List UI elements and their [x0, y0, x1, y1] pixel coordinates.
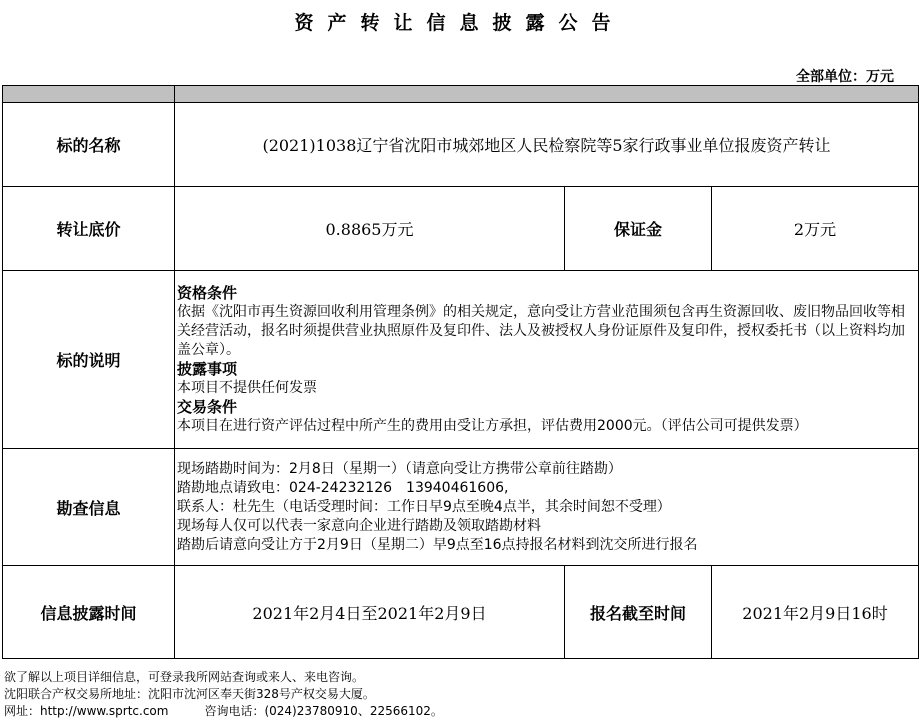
row-name [3, 103, 919, 187]
period-value: 2021年2月4日至2021年2月9日 [175, 566, 565, 659]
footer-line: 沈阳联合产权交易所地址：沈阳市沈河区奉天街328号产权交易大厦。 [4, 687, 375, 701]
deadline-value: 2021年2月9日16时 [712, 566, 919, 659]
survey-line: 联系人：杜先生（电话受理时间：工作日早9点至晚4点半，其余时间恕不受理） [177, 498, 671, 515]
page-title: 资产转让信息披露公告 [294, 12, 625, 34]
survey-line: 踏勘地点请致电：024-24232126 13940461606, [177, 479, 509, 496]
price-value: 0.8865万元 [175, 187, 565, 271]
footer [4, 669, 443, 720]
deadline-label: 报名截至时间 [565, 566, 712, 659]
header-cell [175, 86, 919, 103]
disclosure-text: 本项目不提供任何发票 [177, 379, 317, 396]
row-description [3, 271, 919, 449]
footer-line: 欲了解以上项目详细信息，可登录我所网站查询或来人、来电咨询。 [4, 670, 365, 684]
row-survey [3, 449, 919, 566]
survey-label: 勘查信息 [3, 449, 175, 566]
info-table [2, 85, 919, 659]
price-label: 转让底价 [3, 187, 175, 271]
trade-conditions-text: 本项目在进行资产评估过程中所产生的费用由受让方承担，评估费用2000元。（评估公司可提供发票） [177, 417, 808, 434]
deposit-label: 保证金 [565, 187, 712, 271]
desc-content [175, 271, 919, 449]
name-value: (2021)1038辽宁省沈阳市城郊地区人民检察院等5家行政事业单位报废资产转让 [175, 103, 919, 187]
qualification-title: 资格条件 [177, 283, 238, 302]
period-label: 信息披露时间 [3, 566, 175, 659]
trade-conditions-title: 交易条件 [177, 397, 238, 416]
header-cell [3, 86, 175, 103]
survey-line: 现场每人仅可以代表一家意向企业进行踏勘及领取踏勘材料 [177, 517, 541, 534]
qualification-text: 依据《沈阳市再生资源回收利用管理条例》的相关规定，意向受让方营业范围须包含再生资源回收、废旧物品回收等相关经营活动，报名时须提供营业执照原件及复印件、法人及被授权人身份证原件及复印件，授权委托书（以上资料均加盖公章）。 [177, 303, 905, 358]
row-price [3, 187, 919, 271]
disclosure-title: 披露事项 [177, 359, 238, 378]
deposit-value: 2万元 [712, 187, 919, 271]
name-label: 标的名称 [3, 103, 175, 187]
survey-line: 现场踏勘时间为：2月8日（星期一）（请意向受让方携带公章前往踏勘） [177, 460, 622, 477]
survey-content [175, 449, 919, 566]
desc-label: 标的说明 [3, 271, 175, 449]
row-period [3, 566, 919, 659]
survey-line: 踏勘后请意向受让方于2月9日（星期二）早9点至16点持报名材料到沈交所进行报名 [177, 536, 698, 553]
footer-line: 网址：http://www.sprtc.com 咨询电话：(024)23780910、22566102。 [4, 704, 443, 718]
unit-note: 全部单位：万元 [796, 69, 894, 85]
table-header-band [3, 86, 919, 103]
